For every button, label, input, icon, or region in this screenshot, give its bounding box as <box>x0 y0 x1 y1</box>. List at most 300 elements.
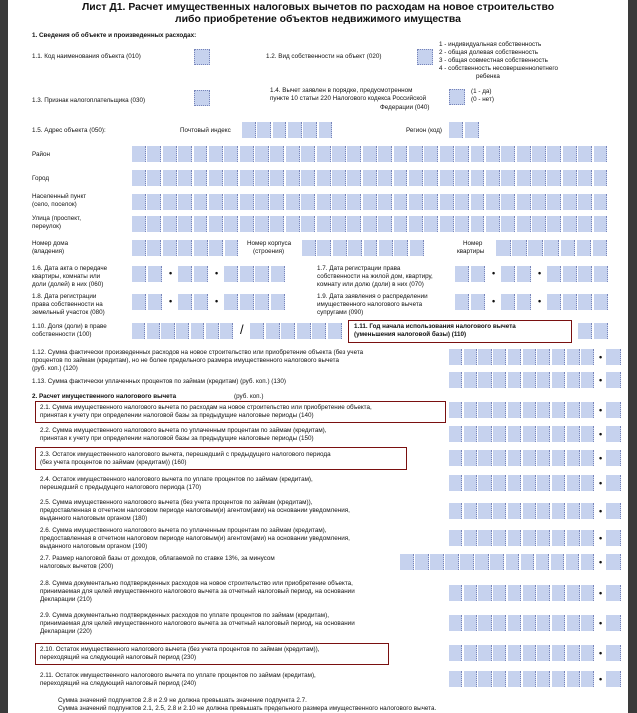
char-cell[interactable] <box>478 450 491 466</box>
char-cell[interactable] <box>455 294 469 310</box>
char-cell[interactable] <box>194 146 208 162</box>
char-cell[interactable] <box>464 503 477 519</box>
char-cell[interactable] <box>471 146 485 162</box>
char-cell[interactable] <box>523 426 536 442</box>
char-cell[interactable] <box>224 170 238 186</box>
field-170[interactable] <box>449 475 596 491</box>
char-cell[interactable] <box>147 170 161 186</box>
char-cell[interactable] <box>220 323 233 339</box>
char-cell[interactable] <box>561 240 576 256</box>
char-cell[interactable] <box>508 671 521 687</box>
char-cell[interactable] <box>430 554 444 570</box>
char-cell[interactable] <box>328 323 342 339</box>
char-cell[interactable] <box>394 170 408 186</box>
char-cell[interactable] <box>606 349 621 365</box>
char-cell[interactable] <box>464 615 477 631</box>
char-cell[interactable] <box>567 671 580 687</box>
char-cell[interactable] <box>563 216 577 232</box>
field-190-kop[interactable] <box>606 530 622 546</box>
char-cell[interactable] <box>493 503 506 519</box>
char-cell[interactable] <box>194 216 208 232</box>
field-070-month[interactable] <box>501 266 532 282</box>
char-cell[interactable] <box>455 266 469 282</box>
char-cell[interactable] <box>552 615 565 631</box>
char-cell[interactable] <box>273 122 287 138</box>
char-cell[interactable] <box>148 266 162 282</box>
char-cell[interactable] <box>242 122 256 138</box>
char-cell[interactable] <box>449 530 462 546</box>
field-110[interactable] <box>578 323 609 339</box>
char-cell[interactable] <box>240 146 254 162</box>
char-cell[interactable] <box>455 170 469 186</box>
char-cell[interactable] <box>537 402 550 418</box>
char-cell[interactable] <box>501 294 515 310</box>
char-cell[interactable] <box>537 530 550 546</box>
char-cell[interactable] <box>440 170 454 186</box>
char-cell[interactable] <box>552 402 565 418</box>
char-cell[interactable] <box>270 194 284 210</box>
char-cell[interactable] <box>178 146 192 162</box>
char-cell[interactable] <box>363 194 377 210</box>
char-cell[interactable] <box>464 349 477 365</box>
char-cell[interactable] <box>537 615 550 631</box>
char-cell[interactable] <box>606 450 621 466</box>
char-cell[interactable] <box>581 402 594 418</box>
field-200-kop[interactable] <box>606 554 622 570</box>
char-cell[interactable] <box>449 585 462 601</box>
field-240-kop[interactable] <box>606 671 622 687</box>
char-cell[interactable] <box>508 349 521 365</box>
char-cell[interactable] <box>445 554 459 570</box>
field-house[interactable] <box>132 240 240 256</box>
char-cell[interactable] <box>567 645 580 661</box>
char-cell[interactable] <box>379 240 393 256</box>
char-cell[interactable] <box>178 240 192 256</box>
char-cell[interactable] <box>508 402 521 418</box>
char-cell[interactable] <box>224 216 238 232</box>
char-cell[interactable] <box>178 294 192 310</box>
char-cell[interactable] <box>594 146 608 162</box>
char-cell[interactable] <box>478 402 491 418</box>
char-cell[interactable] <box>176 323 189 339</box>
char-cell[interactable] <box>394 146 408 162</box>
field-street[interactable] <box>132 216 609 232</box>
char-cell[interactable] <box>563 194 577 210</box>
char-cell[interactable] <box>523 671 536 687</box>
char-cell[interactable] <box>508 530 521 546</box>
char-cell[interactable] <box>567 503 580 519</box>
char-cell[interactable] <box>301 170 315 186</box>
char-cell[interactable] <box>606 554 621 570</box>
field-160[interactable] <box>449 450 596 466</box>
field-230[interactable] <box>449 645 596 661</box>
field-140[interactable] <box>449 402 596 418</box>
char-cell[interactable] <box>493 426 506 442</box>
char-cell[interactable] <box>567 450 580 466</box>
char-cell[interactable] <box>255 170 269 186</box>
field-150-kop[interactable] <box>606 426 622 442</box>
char-cell[interactable] <box>270 216 284 232</box>
char-cell[interactable] <box>567 349 580 365</box>
field-240[interactable] <box>449 671 596 687</box>
char-cell[interactable] <box>493 475 506 491</box>
char-cell[interactable] <box>547 266 561 282</box>
char-cell[interactable] <box>206 323 219 339</box>
field-060-day[interactable] <box>132 266 163 282</box>
char-cell[interactable] <box>501 194 515 210</box>
char-cell[interactable] <box>449 349 462 365</box>
char-cell[interactable] <box>209 146 223 162</box>
char-cell[interactable] <box>449 671 462 687</box>
char-cell[interactable] <box>490 554 504 570</box>
char-cell[interactable] <box>409 146 423 162</box>
char-cell[interactable] <box>449 372 462 388</box>
char-cell[interactable] <box>537 372 550 388</box>
char-cell[interactable] <box>478 645 491 661</box>
char-cell[interactable] <box>552 372 565 388</box>
field-080-year[interactable] <box>224 294 286 310</box>
field-flat[interactable] <box>496 240 609 256</box>
field-settlement[interactable] <box>132 194 609 210</box>
char-cell[interactable] <box>409 194 423 210</box>
char-cell[interactable] <box>297 323 311 339</box>
char-cell[interactable] <box>286 170 300 186</box>
char-cell[interactable] <box>147 194 161 210</box>
char-cell[interactable] <box>537 349 550 365</box>
char-cell[interactable] <box>464 645 477 661</box>
char-cell[interactable] <box>537 503 550 519</box>
char-cell[interactable] <box>567 585 580 601</box>
char-cell[interactable] <box>270 146 284 162</box>
field-090-year[interactable] <box>547 294 609 310</box>
char-cell[interactable] <box>486 216 500 232</box>
char-cell[interactable] <box>508 372 521 388</box>
char-cell[interactable] <box>449 426 462 442</box>
char-cell[interactable] <box>132 323 145 339</box>
char-cell[interactable] <box>578 323 592 339</box>
char-cell[interactable] <box>547 146 561 162</box>
char-cell[interactable] <box>410 240 424 256</box>
char-cell[interactable] <box>532 170 546 186</box>
char-cell[interactable] <box>486 146 500 162</box>
char-cell[interactable] <box>317 216 331 232</box>
char-cell[interactable] <box>581 554 595 570</box>
char-cell[interactable] <box>552 450 565 466</box>
char-cell[interactable] <box>455 216 469 232</box>
char-cell[interactable] <box>577 240 592 256</box>
char-cell[interactable] <box>286 194 300 210</box>
char-cell[interactable] <box>288 122 302 138</box>
char-cell[interactable] <box>194 294 208 310</box>
char-cell[interactable] <box>464 530 477 546</box>
char-cell[interactable] <box>563 266 577 282</box>
char-cell[interactable] <box>209 170 223 186</box>
char-cell[interactable] <box>132 194 146 210</box>
char-cell[interactable] <box>517 266 531 282</box>
char-cell[interactable] <box>415 554 429 570</box>
char-cell[interactable] <box>563 170 577 186</box>
char-cell[interactable] <box>209 194 223 210</box>
char-cell[interactable] <box>464 450 477 466</box>
field-040[interactable] <box>449 89 465 105</box>
char-cell[interactable] <box>163 240 177 256</box>
field-220-kop[interactable] <box>606 615 622 631</box>
char-cell[interactable] <box>478 426 491 442</box>
char-cell[interactable] <box>332 146 346 162</box>
char-cell[interactable] <box>347 194 361 210</box>
char-cell[interactable] <box>606 530 621 546</box>
char-cell[interactable] <box>493 450 506 466</box>
char-cell[interactable] <box>347 146 361 162</box>
char-cell[interactable] <box>194 266 208 282</box>
char-cell[interactable] <box>508 426 521 442</box>
char-cell[interactable] <box>449 645 462 661</box>
char-cell[interactable] <box>440 146 454 162</box>
char-cell[interactable] <box>508 645 521 661</box>
field-030[interactable] <box>194 90 210 106</box>
char-cell[interactable] <box>581 503 594 519</box>
char-cell[interactable] <box>478 475 491 491</box>
char-cell[interactable] <box>581 475 594 491</box>
char-cell[interactable] <box>440 194 454 210</box>
field-230-kop[interactable] <box>606 645 622 661</box>
char-cell[interactable] <box>581 585 594 601</box>
char-cell[interactable] <box>303 122 317 138</box>
char-cell[interactable] <box>460 554 474 570</box>
char-cell[interactable] <box>132 294 146 310</box>
char-cell[interactable] <box>191 323 204 339</box>
char-cell[interactable] <box>606 475 621 491</box>
char-cell[interactable] <box>501 266 515 282</box>
char-cell[interactable] <box>536 554 550 570</box>
char-cell[interactable] <box>523 349 536 365</box>
char-cell[interactable] <box>424 170 438 186</box>
char-cell[interactable] <box>363 216 377 232</box>
char-cell[interactable] <box>449 122 463 138</box>
char-cell[interactable] <box>517 194 531 210</box>
char-cell[interactable] <box>224 266 238 282</box>
char-cell[interactable] <box>478 530 491 546</box>
char-cell[interactable] <box>486 170 500 186</box>
char-cell[interactable] <box>194 194 208 210</box>
char-cell[interactable] <box>478 671 491 687</box>
char-cell[interactable] <box>478 503 491 519</box>
field-070-year[interactable] <box>547 266 609 282</box>
field-city[interactable] <box>132 170 609 186</box>
char-cell[interactable] <box>449 615 462 631</box>
field-140-kop[interactable] <box>606 402 622 418</box>
char-cell[interactable] <box>523 645 536 661</box>
char-cell[interactable] <box>347 170 361 186</box>
char-cell[interactable] <box>567 426 580 442</box>
char-cell[interactable] <box>178 216 192 232</box>
char-cell[interactable] <box>270 170 284 186</box>
field-100-numerator[interactable] <box>132 323 235 339</box>
char-cell[interactable] <box>317 194 331 210</box>
char-cell[interactable] <box>578 170 592 186</box>
char-cell[interactable] <box>537 585 550 601</box>
char-cell[interactable] <box>317 146 331 162</box>
char-cell[interactable] <box>266 323 280 339</box>
char-cell[interactable] <box>563 294 577 310</box>
field-020[interactable] <box>417 49 433 65</box>
char-cell[interactable] <box>606 503 621 519</box>
field-070-day[interactable] <box>455 266 486 282</box>
char-cell[interactable] <box>240 216 254 232</box>
char-cell[interactable] <box>528 240 543 256</box>
char-cell[interactable] <box>523 402 536 418</box>
char-cell[interactable] <box>224 146 238 162</box>
char-cell[interactable] <box>606 426 621 442</box>
field-190[interactable] <box>449 530 596 546</box>
field-150[interactable] <box>449 426 596 442</box>
char-cell[interactable] <box>225 240 239 256</box>
char-cell[interactable] <box>606 645 621 661</box>
char-cell[interactable] <box>449 450 462 466</box>
char-cell[interactable] <box>240 294 254 310</box>
char-cell[interactable] <box>455 194 469 210</box>
char-cell[interactable] <box>224 294 238 310</box>
field-200[interactable] <box>400 554 596 570</box>
char-cell[interactable] <box>471 294 485 310</box>
char-cell[interactable] <box>178 266 192 282</box>
char-cell[interactable] <box>449 503 462 519</box>
field-010[interactable] <box>194 49 210 65</box>
char-cell[interactable] <box>409 216 423 232</box>
field-120[interactable] <box>449 349 596 365</box>
char-cell[interactable] <box>464 426 477 442</box>
char-cell[interactable] <box>523 475 536 491</box>
char-cell[interactable] <box>508 585 521 601</box>
char-cell[interactable] <box>547 216 561 232</box>
field-130[interactable] <box>449 372 596 388</box>
char-cell[interactable] <box>501 216 515 232</box>
char-cell[interactable] <box>163 194 177 210</box>
char-cell[interactable] <box>464 475 477 491</box>
char-cell[interactable] <box>508 450 521 466</box>
char-cell[interactable] <box>378 216 392 232</box>
char-cell[interactable] <box>424 194 438 210</box>
char-cell[interactable] <box>523 615 536 631</box>
char-cell[interactable] <box>317 170 331 186</box>
field-210[interactable] <box>449 585 596 601</box>
char-cell[interactable] <box>581 349 594 365</box>
char-cell[interactable] <box>523 530 536 546</box>
char-cell[interactable] <box>567 615 580 631</box>
char-cell[interactable] <box>523 372 536 388</box>
char-cell[interactable] <box>255 194 269 210</box>
char-cell[interactable] <box>493 615 506 631</box>
field-090-day[interactable] <box>455 294 486 310</box>
field-180[interactable] <box>449 503 596 519</box>
char-cell[interactable] <box>523 450 536 466</box>
char-cell[interactable] <box>317 240 331 256</box>
char-cell[interactable] <box>517 170 531 186</box>
field-060-year[interactable] <box>224 266 286 282</box>
field-building[interactable] <box>302 240 425 256</box>
char-cell[interactable] <box>594 194 608 210</box>
char-cell[interactable] <box>552 426 565 442</box>
char-cell[interactable] <box>594 294 608 310</box>
char-cell[interactable] <box>593 240 608 256</box>
char-cell[interactable] <box>532 146 546 162</box>
char-cell[interactable] <box>493 349 506 365</box>
char-cell[interactable] <box>581 450 594 466</box>
field-090-month[interactable] <box>501 294 532 310</box>
char-cell[interactable] <box>594 323 608 339</box>
char-cell[interactable] <box>465 122 479 138</box>
char-cell[interactable] <box>517 216 531 232</box>
char-cell[interactable] <box>286 216 300 232</box>
char-cell[interactable] <box>517 294 531 310</box>
char-cell[interactable] <box>224 194 238 210</box>
char-cell[interactable] <box>471 170 485 186</box>
char-cell[interactable] <box>567 530 580 546</box>
char-cell[interactable] <box>508 503 521 519</box>
char-cell[interactable] <box>471 194 485 210</box>
field-region[interactable] <box>449 122 480 138</box>
char-cell[interactable] <box>493 585 506 601</box>
char-cell[interactable] <box>581 645 594 661</box>
field-080-month[interactable] <box>178 294 209 310</box>
char-cell[interactable] <box>209 240 223 256</box>
char-cell[interactable] <box>537 450 550 466</box>
char-cell[interactable] <box>464 402 477 418</box>
field-170-kop[interactable] <box>606 475 622 491</box>
char-cell[interactable] <box>537 475 550 491</box>
char-cell[interactable] <box>517 146 531 162</box>
char-cell[interactable] <box>301 216 315 232</box>
char-cell[interactable] <box>532 216 546 232</box>
char-cell[interactable] <box>478 349 491 365</box>
char-cell[interactable] <box>163 170 177 186</box>
char-cell[interactable] <box>471 216 485 232</box>
char-cell[interactable] <box>537 671 550 687</box>
char-cell[interactable] <box>578 194 592 210</box>
char-cell[interactable] <box>578 146 592 162</box>
char-cell[interactable] <box>255 294 269 310</box>
char-cell[interactable] <box>606 402 621 418</box>
char-cell[interactable] <box>301 194 315 210</box>
char-cell[interactable] <box>255 216 269 232</box>
char-cell[interactable] <box>132 170 146 186</box>
char-cell[interactable] <box>478 615 491 631</box>
char-cell[interactable] <box>464 372 477 388</box>
char-cell[interactable] <box>163 216 177 232</box>
char-cell[interactable] <box>132 266 146 282</box>
char-cell[interactable] <box>606 372 621 388</box>
char-cell[interactable] <box>578 216 592 232</box>
char-cell[interactable] <box>508 475 521 491</box>
char-cell[interactable] <box>581 671 594 687</box>
char-cell[interactable] <box>537 645 550 661</box>
char-cell[interactable] <box>209 216 223 232</box>
char-cell[interactable] <box>501 146 515 162</box>
char-cell[interactable] <box>132 240 146 256</box>
char-cell[interactable] <box>363 146 377 162</box>
char-cell[interactable] <box>255 146 269 162</box>
char-cell[interactable] <box>281 323 295 339</box>
char-cell[interactable] <box>594 216 608 232</box>
char-cell[interactable] <box>547 194 561 210</box>
char-cell[interactable] <box>493 530 506 546</box>
char-cell[interactable] <box>464 585 477 601</box>
char-cell[interactable] <box>333 240 347 256</box>
char-cell[interactable] <box>347 216 361 232</box>
char-cell[interactable] <box>552 585 565 601</box>
char-cell[interactable] <box>578 294 592 310</box>
char-cell[interactable] <box>332 216 346 232</box>
